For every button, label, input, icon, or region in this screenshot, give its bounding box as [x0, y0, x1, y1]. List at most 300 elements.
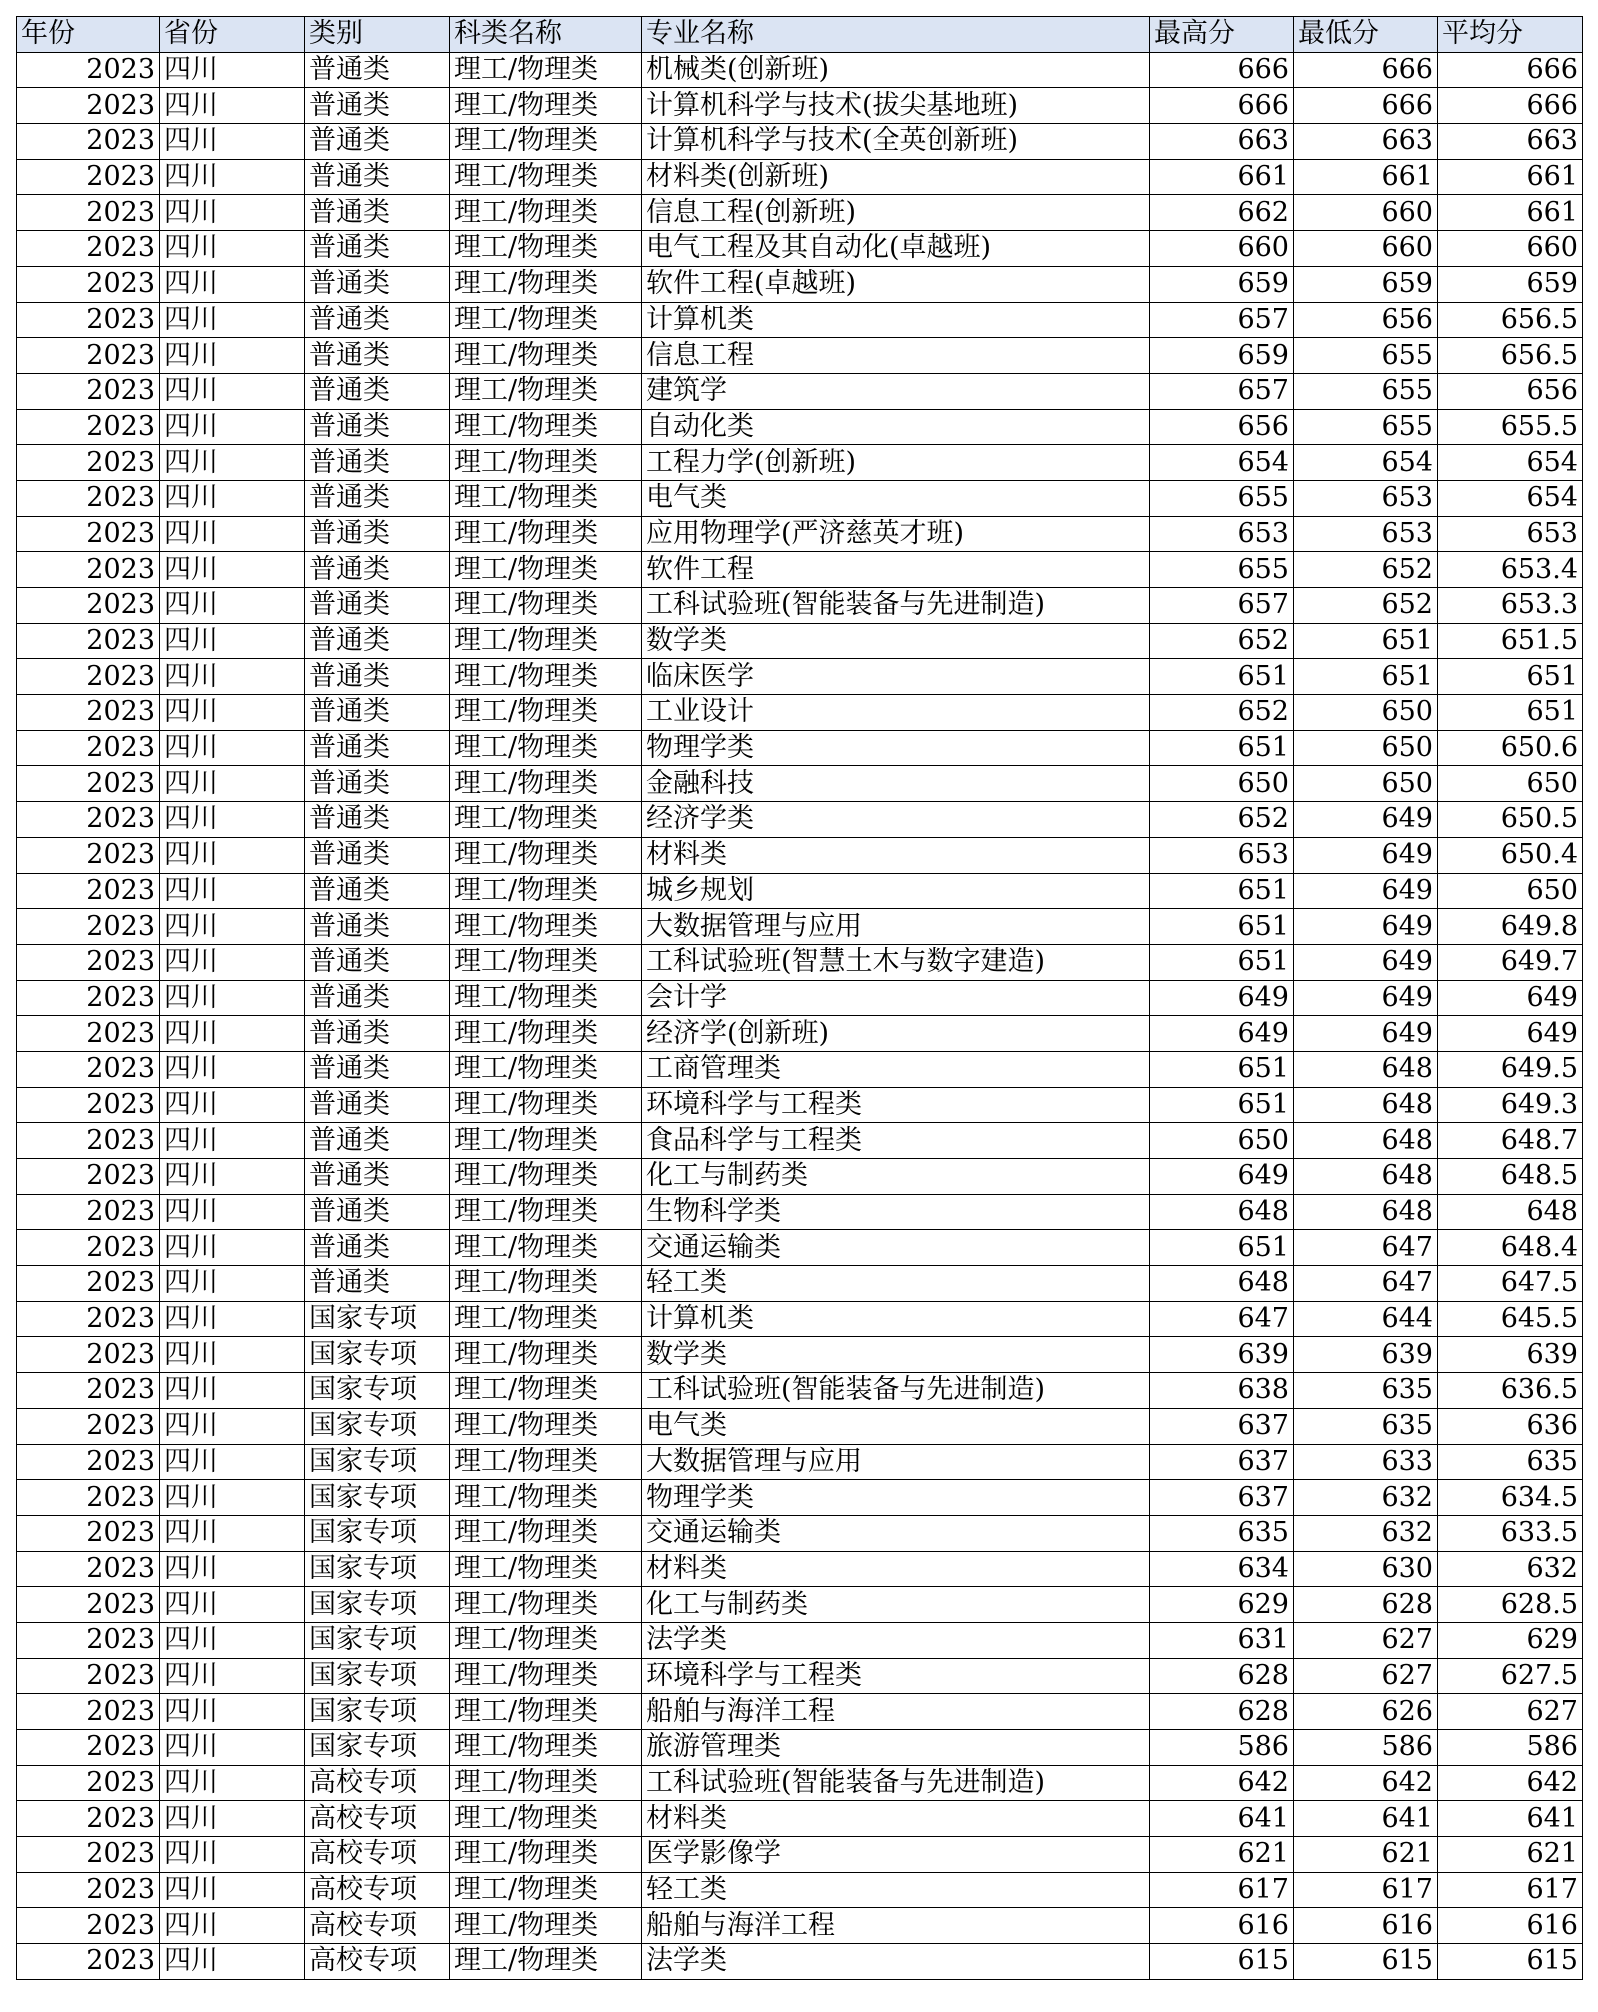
major-cell[interactable]: 软件工程(卓越班): [642, 266, 1150, 302]
subject-type-cell[interactable]: 理工/物理类: [450, 944, 642, 980]
category-cell[interactable]: 普通类: [305, 159, 450, 195]
subject-type-cell[interactable]: 理工/物理类: [450, 552, 642, 588]
major-cell[interactable]: 计算机科学与技术(拔尖基地班): [642, 88, 1150, 124]
min-score-cell[interactable]: 616: [1294, 1908, 1438, 1944]
max-score-cell[interactable]: 641: [1150, 1801, 1294, 1837]
major-cell[interactable]: 软件工程: [642, 552, 1150, 588]
subject-type-cell[interactable]: 理工/物理类: [450, 1908, 642, 1944]
subject-type-cell[interactable]: 理工/物理类: [450, 695, 642, 731]
min-score-cell[interactable]: 652: [1294, 588, 1438, 624]
subject-type-cell[interactable]: 理工/物理类: [450, 1872, 642, 1908]
avg-score-cell[interactable]: 642: [1438, 1765, 1583, 1801]
subject-type-cell[interactable]: 理工/物理类: [450, 873, 642, 909]
min-score-cell[interactable]: 632: [1294, 1515, 1438, 1551]
province-cell[interactable]: 四川: [160, 1837, 305, 1873]
max-score-cell[interactable]: 652: [1150, 623, 1294, 659]
min-score-cell[interactable]: 649: [1294, 909, 1438, 945]
min-score-cell[interactable]: 648: [1294, 1159, 1438, 1195]
major-cell[interactable]: 工科试验班(智能装备与先进制造): [642, 1765, 1150, 1801]
province-cell[interactable]: 四川: [160, 195, 305, 231]
category-cell[interactable]: 普通类: [305, 837, 450, 873]
major-cell[interactable]: 自动化类: [642, 409, 1150, 445]
province-cell[interactable]: 四川: [160, 1194, 305, 1230]
header-cell-year[interactable]: 年份: [17, 17, 160, 53]
major-cell[interactable]: 计算机类: [642, 1301, 1150, 1337]
avg-score-cell[interactable]: 654: [1438, 480, 1583, 516]
avg-score-cell[interactable]: 627.5: [1438, 1658, 1583, 1694]
major-cell[interactable]: 材料类: [642, 837, 1150, 873]
province-cell[interactable]: 四川: [160, 266, 305, 302]
year-cell[interactable]: 2023: [17, 159, 160, 195]
major-cell[interactable]: 交通运输类: [642, 1230, 1150, 1266]
subject-type-cell[interactable]: 理工/物理类: [450, 1551, 642, 1587]
subject-type-cell[interactable]: 理工/物理类: [450, 1087, 642, 1123]
province-cell[interactable]: 四川: [160, 1694, 305, 1730]
year-cell[interactable]: 2023: [17, 1230, 160, 1266]
category-cell[interactable]: 高校专项: [305, 1765, 450, 1801]
category-cell[interactable]: 普通类: [305, 480, 450, 516]
max-score-cell[interactable]: 637: [1150, 1408, 1294, 1444]
max-score-cell[interactable]: 642: [1150, 1765, 1294, 1801]
major-cell[interactable]: 会计学: [642, 980, 1150, 1016]
category-cell[interactable]: 普通类: [305, 873, 450, 909]
avg-score-cell[interactable]: 653: [1438, 516, 1583, 552]
max-score-cell[interactable]: 666: [1150, 52, 1294, 88]
min-score-cell[interactable]: 666: [1294, 88, 1438, 124]
category-cell[interactable]: 普通类: [305, 1123, 450, 1159]
avg-score-cell[interactable]: 635: [1438, 1444, 1583, 1480]
province-cell[interactable]: 四川: [160, 1266, 305, 1302]
category-cell[interactable]: 普通类: [305, 409, 450, 445]
province-cell[interactable]: 四川: [160, 1087, 305, 1123]
avg-score-cell[interactable]: 634.5: [1438, 1480, 1583, 1516]
year-cell[interactable]: 2023: [17, 1301, 160, 1337]
major-cell[interactable]: 化工与制药类: [642, 1587, 1150, 1623]
major-cell[interactable]: 信息工程(创新班): [642, 195, 1150, 231]
year-cell[interactable]: 2023: [17, 1944, 160, 1980]
min-score-cell[interactable]: 647: [1294, 1266, 1438, 1302]
major-cell[interactable]: 法学类: [642, 1944, 1150, 1980]
province-cell[interactable]: 四川: [160, 159, 305, 195]
header-cell-category[interactable]: 类别: [305, 17, 450, 53]
subject-type-cell[interactable]: 理工/物理类: [450, 195, 642, 231]
year-cell[interactable]: 2023: [17, 231, 160, 267]
major-cell[interactable]: 城乡规划: [642, 873, 1150, 909]
year-cell[interactable]: 2023: [17, 52, 160, 88]
max-score-cell[interactable]: 616: [1150, 1908, 1294, 1944]
year-cell[interactable]: 2023: [17, 1016, 160, 1052]
category-cell[interactable]: 普通类: [305, 1266, 450, 1302]
header-cell-province[interactable]: 省份: [160, 17, 305, 53]
province-cell[interactable]: 四川: [160, 52, 305, 88]
major-cell[interactable]: 建筑学: [642, 373, 1150, 409]
avg-score-cell[interactable]: 648: [1438, 1194, 1583, 1230]
avg-score-cell[interactable]: 653.3: [1438, 588, 1583, 624]
province-cell[interactable]: 四川: [160, 124, 305, 160]
min-score-cell[interactable]: 649: [1294, 802, 1438, 838]
max-score-cell[interactable]: 652: [1150, 802, 1294, 838]
category-cell[interactable]: 普通类: [305, 516, 450, 552]
year-cell[interactable]: 2023: [17, 552, 160, 588]
province-cell[interactable]: 四川: [160, 980, 305, 1016]
year-cell[interactable]: 2023: [17, 873, 160, 909]
avg-score-cell[interactable]: 629: [1438, 1622, 1583, 1658]
province-cell[interactable]: 四川: [160, 516, 305, 552]
subject-type-cell[interactable]: 理工/物理类: [450, 1373, 642, 1409]
year-cell[interactable]: 2023: [17, 1622, 160, 1658]
avg-score-cell[interactable]: 617: [1438, 1872, 1583, 1908]
year-cell[interactable]: 2023: [17, 909, 160, 945]
category-cell[interactable]: 国家专项: [305, 1337, 450, 1373]
max-score-cell[interactable]: 663: [1150, 124, 1294, 160]
category-cell[interactable]: 高校专项: [305, 1837, 450, 1873]
province-cell[interactable]: 四川: [160, 1051, 305, 1087]
max-score-cell[interactable]: 653: [1150, 516, 1294, 552]
max-score-cell[interactable]: 659: [1150, 266, 1294, 302]
min-score-cell[interactable]: 586: [1294, 1730, 1438, 1766]
category-cell[interactable]: 国家专项: [305, 1622, 450, 1658]
subject-type-cell[interactable]: 理工/物理类: [450, 52, 642, 88]
year-cell[interactable]: 2023: [17, 302, 160, 338]
year-cell[interactable]: 2023: [17, 338, 160, 374]
province-cell[interactable]: 四川: [160, 1444, 305, 1480]
max-score-cell[interactable]: 650: [1150, 1123, 1294, 1159]
major-cell[interactable]: 物理学类: [642, 1480, 1150, 1516]
category-cell[interactable]: 普通类: [305, 1016, 450, 1052]
subject-type-cell[interactable]: 理工/物理类: [450, 159, 642, 195]
subject-type-cell[interactable]: 理工/物理类: [450, 1480, 642, 1516]
year-cell[interactable]: 2023: [17, 1087, 160, 1123]
subject-type-cell[interactable]: 理工/物理类: [450, 338, 642, 374]
avg-score-cell[interactable]: 651: [1438, 695, 1583, 731]
province-cell[interactable]: 四川: [160, 1337, 305, 1373]
subject-type-cell[interactable]: 理工/物理类: [450, 1587, 642, 1623]
category-cell[interactable]: 普通类: [305, 1159, 450, 1195]
min-score-cell[interactable]: 649: [1294, 944, 1438, 980]
province-cell[interactable]: 四川: [160, 1944, 305, 1980]
subject-type-cell[interactable]: 理工/物理类: [450, 1194, 642, 1230]
major-cell[interactable]: 工科试验班(智能装备与先进制造): [642, 588, 1150, 624]
min-score-cell[interactable]: 656: [1294, 302, 1438, 338]
avg-score-cell[interactable]: 661: [1438, 159, 1583, 195]
province-cell[interactable]: 四川: [160, 302, 305, 338]
avg-score-cell[interactable]: 659: [1438, 266, 1583, 302]
year-cell[interactable]: 2023: [17, 1587, 160, 1623]
category-cell[interactable]: 国家专项: [305, 1587, 450, 1623]
major-cell[interactable]: 计算机科学与技术(全英创新班): [642, 124, 1150, 160]
header-cell-avg-score[interactable]: 平均分: [1438, 17, 1583, 53]
major-cell[interactable]: 食品科学与工程类: [642, 1123, 1150, 1159]
province-cell[interactable]: 四川: [160, 338, 305, 374]
min-score-cell[interactable]: 652: [1294, 552, 1438, 588]
category-cell[interactable]: 国家专项: [305, 1551, 450, 1587]
subject-type-cell[interactable]: 理工/物理类: [450, 980, 642, 1016]
min-score-cell[interactable]: 627: [1294, 1622, 1438, 1658]
province-cell[interactable]: 四川: [160, 1230, 305, 1266]
year-cell[interactable]: 2023: [17, 623, 160, 659]
min-score-cell[interactable]: 648: [1294, 1123, 1438, 1159]
min-score-cell[interactable]: 615: [1294, 1944, 1438, 1980]
avg-score-cell[interactable]: 666: [1438, 88, 1583, 124]
category-cell[interactable]: 普通类: [305, 124, 450, 160]
max-score-cell[interactable]: 649: [1150, 1159, 1294, 1195]
category-cell[interactable]: 普通类: [305, 802, 450, 838]
min-score-cell[interactable]: 666: [1294, 52, 1438, 88]
max-score-cell[interactable]: 649: [1150, 980, 1294, 1016]
max-score-cell[interactable]: 662: [1150, 195, 1294, 231]
year-cell[interactable]: 2023: [17, 1694, 160, 1730]
min-score-cell[interactable]: 639: [1294, 1337, 1438, 1373]
max-score-cell[interactable]: 638: [1150, 1373, 1294, 1409]
avg-score-cell[interactable]: 649: [1438, 1016, 1583, 1052]
major-cell[interactable]: 工科试验班(智慧土木与数字建造): [642, 944, 1150, 980]
min-score-cell[interactable]: 621: [1294, 1837, 1438, 1873]
avg-score-cell[interactable]: 650.4: [1438, 837, 1583, 873]
subject-type-cell[interactable]: 理工/物理类: [450, 1837, 642, 1873]
category-cell[interactable]: 普通类: [305, 302, 450, 338]
major-cell[interactable]: 电气类: [642, 480, 1150, 516]
major-cell[interactable]: 信息工程: [642, 338, 1150, 374]
major-cell[interactable]: 大数据管理与应用: [642, 1444, 1150, 1480]
max-score-cell[interactable]: 617: [1150, 1872, 1294, 1908]
major-cell[interactable]: 环境科学与工程类: [642, 1658, 1150, 1694]
major-cell[interactable]: 医学影像学: [642, 1837, 1150, 1873]
max-score-cell[interactable]: 648: [1150, 1266, 1294, 1302]
category-cell[interactable]: 普通类: [305, 944, 450, 980]
header-cell-subject-type[interactable]: 科类名称: [450, 17, 642, 53]
category-cell[interactable]: 国家专项: [305, 1373, 450, 1409]
subject-type-cell[interactable]: 理工/物理类: [450, 1515, 642, 1551]
avg-score-cell[interactable]: 663: [1438, 124, 1583, 160]
year-cell[interactable]: 2023: [17, 695, 160, 731]
avg-score-cell[interactable]: 660: [1438, 231, 1583, 267]
major-cell[interactable]: 船舶与海洋工程: [642, 1908, 1150, 1944]
year-cell[interactable]: 2023: [17, 1872, 160, 1908]
year-cell[interactable]: 2023: [17, 88, 160, 124]
min-score-cell[interactable]: 641: [1294, 1801, 1438, 1837]
avg-score-cell[interactable]: 645.5: [1438, 1301, 1583, 1337]
avg-score-cell[interactable]: 649.5: [1438, 1051, 1583, 1087]
major-cell[interactable]: 工业设计: [642, 695, 1150, 731]
province-cell[interactable]: 四川: [160, 88, 305, 124]
min-score-cell[interactable]: 650: [1294, 695, 1438, 731]
max-score-cell[interactable]: 586: [1150, 1730, 1294, 1766]
max-score-cell[interactable]: 655: [1150, 480, 1294, 516]
category-cell[interactable]: 国家专项: [305, 1301, 450, 1337]
avg-score-cell[interactable]: 648.4: [1438, 1230, 1583, 1266]
max-score-cell[interactable]: 651: [1150, 730, 1294, 766]
subject-type-cell[interactable]: 理工/物理类: [450, 1337, 642, 1373]
min-score-cell[interactable]: 653: [1294, 480, 1438, 516]
max-score-cell[interactable]: 615: [1150, 1944, 1294, 1980]
min-score-cell[interactable]: 649: [1294, 980, 1438, 1016]
province-cell[interactable]: 四川: [160, 1622, 305, 1658]
major-cell[interactable]: 旅游管理类: [642, 1730, 1150, 1766]
province-cell[interactable]: 四川: [160, 1159, 305, 1195]
subject-type-cell[interactable]: 理工/物理类: [450, 588, 642, 624]
major-cell[interactable]: 材料类: [642, 1801, 1150, 1837]
category-cell[interactable]: 普通类: [305, 730, 450, 766]
province-cell[interactable]: 四川: [160, 1123, 305, 1159]
year-cell[interactable]: 2023: [17, 1908, 160, 1944]
year-cell[interactable]: 2023: [17, 1801, 160, 1837]
year-cell[interactable]: 2023: [17, 1658, 160, 1694]
province-cell[interactable]: 四川: [160, 445, 305, 481]
subject-type-cell[interactable]: 理工/物理类: [450, 766, 642, 802]
province-cell[interactable]: 四川: [160, 695, 305, 731]
header-cell-max-score[interactable]: 最高分: [1150, 17, 1294, 53]
subject-type-cell[interactable]: 理工/物理类: [450, 231, 642, 267]
year-cell[interactable]: 2023: [17, 980, 160, 1016]
province-cell[interactable]: 四川: [160, 837, 305, 873]
province-cell[interactable]: 四川: [160, 1301, 305, 1337]
max-score-cell[interactable]: 651: [1150, 1051, 1294, 1087]
min-score-cell[interactable]: 648: [1294, 1087, 1438, 1123]
year-cell[interactable]: 2023: [17, 1551, 160, 1587]
subject-type-cell[interactable]: 理工/物理类: [450, 1123, 642, 1159]
province-cell[interactable]: 四川: [160, 588, 305, 624]
max-score-cell[interactable]: 648: [1150, 1194, 1294, 1230]
max-score-cell[interactable]: 635: [1150, 1515, 1294, 1551]
subject-type-cell[interactable]: 理工/物理类: [450, 1301, 642, 1337]
avg-score-cell[interactable]: 661: [1438, 195, 1583, 231]
avg-score-cell[interactable]: 636.5: [1438, 1373, 1583, 1409]
category-cell[interactable]: 高校专项: [305, 1872, 450, 1908]
avg-score-cell[interactable]: 586: [1438, 1730, 1583, 1766]
province-cell[interactable]: 四川: [160, 480, 305, 516]
avg-score-cell[interactable]: 656: [1438, 373, 1583, 409]
min-score-cell[interactable]: 660: [1294, 231, 1438, 267]
category-cell[interactable]: 普通类: [305, 766, 450, 802]
subject-type-cell[interactable]: 理工/物理类: [450, 1016, 642, 1052]
subject-type-cell[interactable]: 理工/物理类: [450, 445, 642, 481]
max-score-cell[interactable]: 649: [1150, 1016, 1294, 1052]
min-score-cell[interactable]: 649: [1294, 1016, 1438, 1052]
min-score-cell[interactable]: 654: [1294, 445, 1438, 481]
max-score-cell[interactable]: 657: [1150, 588, 1294, 624]
avg-score-cell[interactable]: 650.6: [1438, 730, 1583, 766]
subject-type-cell[interactable]: 理工/物理类: [450, 659, 642, 695]
min-score-cell[interactable]: 642: [1294, 1765, 1438, 1801]
province-cell[interactable]: 四川: [160, 623, 305, 659]
max-score-cell[interactable]: 654: [1150, 445, 1294, 481]
max-score-cell[interactable]: 628: [1150, 1694, 1294, 1730]
year-cell[interactable]: 2023: [17, 1515, 160, 1551]
category-cell[interactable]: 高校专项: [305, 1908, 450, 1944]
year-cell[interactable]: 2023: [17, 730, 160, 766]
province-cell[interactable]: 四川: [160, 1373, 305, 1409]
subject-type-cell[interactable]: 理工/物理类: [450, 1266, 642, 1302]
major-cell[interactable]: 环境科学与工程类: [642, 1087, 1150, 1123]
major-cell[interactable]: 金融科技: [642, 766, 1150, 802]
year-cell[interactable]: 2023: [17, 1123, 160, 1159]
avg-score-cell[interactable]: 641: [1438, 1801, 1583, 1837]
min-score-cell[interactable]: 651: [1294, 623, 1438, 659]
year-cell[interactable]: 2023: [17, 409, 160, 445]
max-score-cell[interactable]: 661: [1150, 159, 1294, 195]
subject-type-cell[interactable]: 理工/物理类: [450, 909, 642, 945]
category-cell[interactable]: 普通类: [305, 338, 450, 374]
max-score-cell[interactable]: 666: [1150, 88, 1294, 124]
avg-score-cell[interactable]: 639: [1438, 1337, 1583, 1373]
min-score-cell[interactable]: 648: [1294, 1051, 1438, 1087]
subject-type-cell[interactable]: 理工/物理类: [450, 1730, 642, 1766]
year-cell[interactable]: 2023: [17, 445, 160, 481]
avg-score-cell[interactable]: 627: [1438, 1694, 1583, 1730]
max-score-cell[interactable]: 651: [1150, 1087, 1294, 1123]
province-cell[interactable]: 四川: [160, 1551, 305, 1587]
year-cell[interactable]: 2023: [17, 944, 160, 980]
year-cell[interactable]: 2023: [17, 1373, 160, 1409]
min-score-cell[interactable]: 660: [1294, 195, 1438, 231]
subject-type-cell[interactable]: 理工/物理类: [450, 837, 642, 873]
subject-type-cell[interactable]: 理工/物理类: [450, 1658, 642, 1694]
province-cell[interactable]: 四川: [160, 1908, 305, 1944]
subject-type-cell[interactable]: 理工/物理类: [450, 409, 642, 445]
avg-score-cell[interactable]: 649: [1438, 980, 1583, 1016]
category-cell[interactable]: 高校专项: [305, 1801, 450, 1837]
avg-score-cell[interactable]: 636: [1438, 1408, 1583, 1444]
min-score-cell[interactable]: 648: [1294, 1194, 1438, 1230]
major-cell[interactable]: 工程力学(创新班): [642, 445, 1150, 481]
min-score-cell[interactable]: 647: [1294, 1230, 1438, 1266]
province-cell[interactable]: 四川: [160, 1730, 305, 1766]
min-score-cell[interactable]: 663: [1294, 124, 1438, 160]
province-cell[interactable]: 四川: [160, 730, 305, 766]
min-score-cell[interactable]: 650: [1294, 766, 1438, 802]
avg-score-cell[interactable]: 651: [1438, 659, 1583, 695]
major-cell[interactable]: 材料类(创新班): [642, 159, 1150, 195]
max-score-cell[interactable]: 659: [1150, 338, 1294, 374]
category-cell[interactable]: 普通类: [305, 695, 450, 731]
category-cell[interactable]: 国家专项: [305, 1694, 450, 1730]
province-cell[interactable]: 四川: [160, 1016, 305, 1052]
avg-score-cell[interactable]: 655.5: [1438, 409, 1583, 445]
subject-type-cell[interactable]: 理工/物理类: [450, 1622, 642, 1658]
year-cell[interactable]: 2023: [17, 837, 160, 873]
year-cell[interactable]: 2023: [17, 1408, 160, 1444]
min-score-cell[interactable]: 630: [1294, 1551, 1438, 1587]
subject-type-cell[interactable]: 理工/物理类: [450, 1444, 642, 1480]
year-cell[interactable]: 2023: [17, 516, 160, 552]
max-score-cell[interactable]: 634: [1150, 1551, 1294, 1587]
max-score-cell[interactable]: 655: [1150, 552, 1294, 588]
avg-score-cell[interactable]: 666: [1438, 52, 1583, 88]
year-cell[interactable]: 2023: [17, 766, 160, 802]
year-cell[interactable]: 2023: [17, 1266, 160, 1302]
major-cell[interactable]: 工商管理类: [642, 1051, 1150, 1087]
province-cell[interactable]: 四川: [160, 1587, 305, 1623]
min-score-cell[interactable]: 653: [1294, 516, 1438, 552]
subject-type-cell[interactable]: 理工/物理类: [450, 266, 642, 302]
subject-type-cell[interactable]: 理工/物理类: [450, 1801, 642, 1837]
avg-score-cell[interactable]: 650: [1438, 766, 1583, 802]
max-score-cell[interactable]: 657: [1150, 373, 1294, 409]
province-cell[interactable]: 四川: [160, 231, 305, 267]
avg-score-cell[interactable]: 654: [1438, 445, 1583, 481]
category-cell[interactable]: 普通类: [305, 659, 450, 695]
year-cell[interactable]: 2023: [17, 659, 160, 695]
min-score-cell[interactable]: 650: [1294, 730, 1438, 766]
max-score-cell[interactable]: 621: [1150, 1837, 1294, 1873]
year-cell[interactable]: 2023: [17, 1837, 160, 1873]
category-cell[interactable]: 普通类: [305, 588, 450, 624]
subject-type-cell[interactable]: 理工/物理类: [450, 1230, 642, 1266]
min-score-cell[interactable]: 655: [1294, 338, 1438, 374]
major-cell[interactable]: 法学类: [642, 1622, 1150, 1658]
year-cell[interactable]: 2023: [17, 1337, 160, 1373]
avg-score-cell[interactable]: 647.5: [1438, 1266, 1583, 1302]
